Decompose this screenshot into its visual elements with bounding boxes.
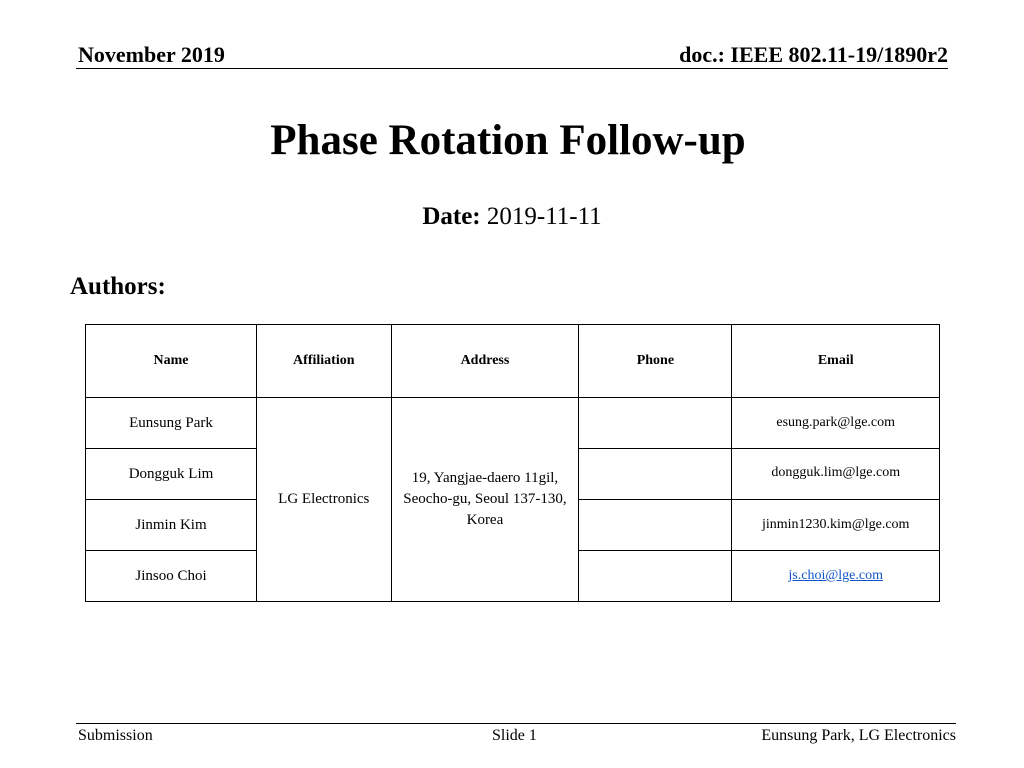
date-line — [0, 203, 1024, 231]
author-email-cell — [732, 551, 940, 602]
author-phone — [579, 500, 732, 551]
header-name: Name — [86, 325, 257, 398]
author-affiliation: LG Electronics — [257, 398, 391, 602]
author-email: esung.park@lge.com — [732, 398, 940, 449]
date-value: 2019-11-11 — [486, 203, 602, 230]
author-phone — [579, 551, 732, 602]
footer-divider — [76, 723, 956, 724]
date-label: Date: — [422, 203, 481, 230]
authors-table — [85, 324, 940, 602]
header-address: Address — [391, 325, 579, 398]
slide-title: Phase Rotation Follow-up — [270, 117, 746, 164]
table-header-row — [86, 325, 940, 398]
author-email-link[interactable]: js.choi@lge.com — [788, 568, 883, 583]
author-phone — [579, 449, 732, 500]
header-divider — [76, 68, 948, 69]
author-name: Eunsung Park — [86, 398, 257, 449]
authors-heading: Authors: — [70, 273, 166, 300]
header-affiliation: Affiliation — [257, 325, 391, 398]
author-address: 19, Yangjae-daero 11gil, Seocho-gu, Seoul 137-130, Korea — [391, 398, 579, 602]
author-name: Dongguk Lim — [86, 449, 257, 500]
table-row — [86, 398, 940, 449]
footer-slide-number: Slide 1 — [492, 727, 537, 744]
author-name: Jinsoo Choi — [86, 551, 257, 602]
header-doc-id: doc.: IEEE 802.11-19/1890r2 — [679, 42, 948, 67]
header-date: November 2019 — [78, 42, 225, 67]
header-phone: Phone — [579, 325, 732, 398]
footer-submission: Submission — [78, 727, 153, 744]
author-phone — [579, 398, 732, 449]
header-email: Email — [732, 325, 940, 398]
footer-author: Eunsung Park, LG Electronics — [761, 727, 956, 744]
author-email: dongguk.lim@lge.com — [732, 449, 940, 500]
author-email: jinmin1230.kim@lge.com — [732, 500, 940, 551]
author-name: Jinmin Kim — [86, 500, 257, 551]
